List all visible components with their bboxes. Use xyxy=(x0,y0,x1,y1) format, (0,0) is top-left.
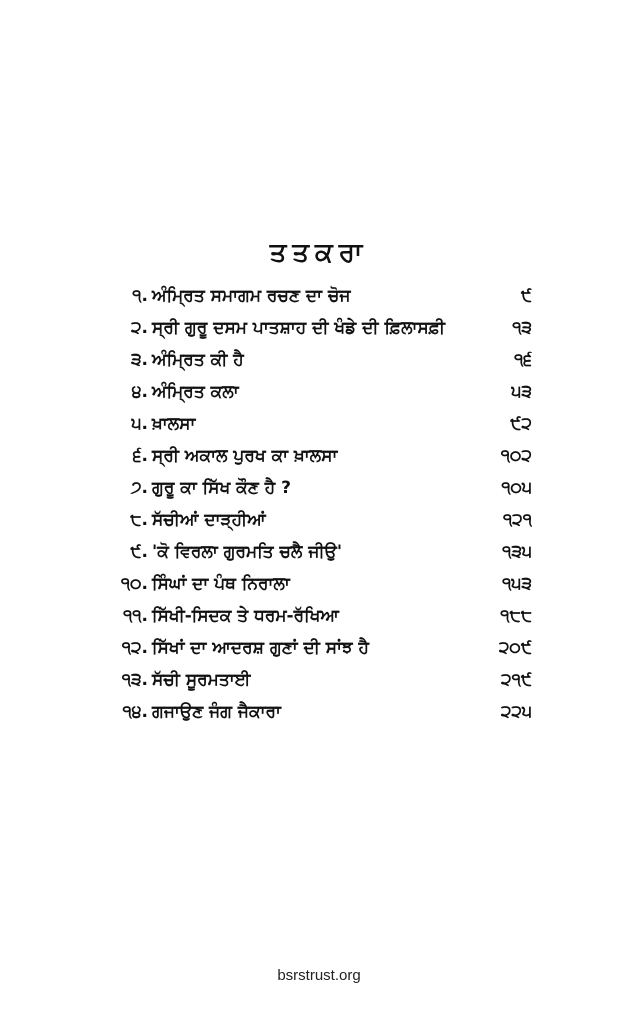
entry-page-number: ੧੫੩ xyxy=(502,574,532,594)
entry-title: ਸ੍ਰੀ ਗੁਰੂ ਦਸਮ ਪਾਤਸ਼ਾਹ ਦੀ ਖੰਡੇ ਦੀ ਫ਼ਿਲਾਸਫ਼ੀ xyxy=(152,318,446,338)
entry-number: ੧੧. xyxy=(123,606,148,626)
entry-number: ੯. xyxy=(130,542,148,562)
entry-number: ੫. xyxy=(131,414,148,434)
toc-entry-5 xyxy=(102,408,532,440)
entry-number: ੧੨. xyxy=(121,638,148,658)
entry-number: ੬. xyxy=(132,446,148,466)
entry-page-number: ੧੨੧ xyxy=(502,510,532,530)
entry-title: ਗਜਾਉਣ ਜੰਗ ਜੈਕਾਰਾ xyxy=(152,702,281,722)
entry-title: ਅੰਮ੍ਰਿਤ ਸਮਾਗਮ ਰਚਣ ਦਾ ਚੋਜ xyxy=(152,286,351,306)
entry-number: ੧੪. xyxy=(122,702,148,722)
footer-website: bsrstrust.org xyxy=(277,967,361,984)
entry-number: ੮. xyxy=(130,510,148,530)
entry-title: ਸਿੱਖੀ-ਸਿਦਕ ਤੇ ਧਰਮ-ਰੱਖਿਆ xyxy=(152,606,339,626)
toc-entry-10 xyxy=(102,568,532,600)
toc-entry-7 xyxy=(102,472,532,504)
toc-entry-14 xyxy=(102,696,532,728)
toc-entry-4 xyxy=(102,376,532,408)
toc-entry-2 xyxy=(102,312,532,344)
entry-page-number: ੧੩ xyxy=(512,318,532,338)
entry-title: ਗੁਰੂ ਕਾ ਸਿੱਖ ਕੌਣ ਹੈ ? xyxy=(152,478,291,498)
entry-page-number: ੯੨ xyxy=(510,414,532,434)
entry-title: ਸ੍ਰੀ ਅਕਾਲ ਪੁਰਖ ਕਾ ਖ਼ਾਲਸਾ xyxy=(152,446,338,466)
entry-title: ਅੰਮ੍ਰਿਤ ਕੀ ਹੈ xyxy=(152,350,244,370)
entry-page-number: ੧੮੮ xyxy=(500,606,532,626)
entry-title: ਸੱਚੀ ਸੂਰਮਤਾਈ xyxy=(152,670,251,690)
entry-title: ਸਿੱਖਾਂ ਦਾ ਆਦਰਸ਼ ਗੁਣਾਂ ਦੀ ਸਾਂਝ ਹੈ xyxy=(152,638,369,658)
page-title: ਤਤਕਰਾ xyxy=(269,238,369,268)
entry-title: ਖ਼ਾਲਸਾ xyxy=(152,414,196,434)
toc-entry-1 xyxy=(102,280,532,312)
toc-entry-9 xyxy=(102,536,532,568)
entry-page-number: ੫੩ xyxy=(511,382,532,402)
entry-page-number: ੯ xyxy=(520,286,532,306)
entry-page-number: ੧੩੫ xyxy=(502,542,532,562)
toc-entry-13 xyxy=(102,664,532,696)
entry-page-number: ੧੦੨ xyxy=(500,446,532,466)
entry-page-number: ੨੦੯ xyxy=(498,638,532,658)
entry-page-number: ੨੧੯ xyxy=(501,670,532,690)
entry-number: ੧. xyxy=(132,286,148,306)
entry-title: 'ਕੋ ਵਿਰਲਾ ਗੁਰਮਤਿ ਚਲੈ ਜੀਉ' xyxy=(152,542,343,562)
entry-number: ੧੦. xyxy=(120,574,148,594)
entry-number: ੩. xyxy=(130,350,148,370)
toc-entry-12 xyxy=(102,632,532,664)
entry-number: ੧੩. xyxy=(121,670,148,690)
toc-entry-8 xyxy=(102,504,532,536)
toc-entry-11 xyxy=(102,600,532,632)
entry-title: ਅੰਮ੍ਰਿਤ ਕਲਾ xyxy=(152,382,239,402)
entry-page-number: ੧੦੫ xyxy=(501,478,532,498)
entry-number: ੪. xyxy=(131,382,148,402)
toc-entry-6 xyxy=(102,440,532,472)
entry-number: ੭. xyxy=(130,478,148,498)
entry-number: ੨. xyxy=(130,318,148,338)
entry-title: ਸੱਚੀਆਂ ਦਾੜ੍ਹੀਆਂ xyxy=(152,510,266,530)
table-of-contents xyxy=(102,280,532,728)
toc-entry-3 xyxy=(102,344,532,376)
entry-page-number: ੨੨੫ xyxy=(500,702,532,722)
entry-title: ਸਿੰਘਾਂ ਦਾ ਪੰਥ ਨਿਰਾਲਾ xyxy=(152,574,290,594)
entry-page-number: ੧੬ xyxy=(514,350,532,370)
